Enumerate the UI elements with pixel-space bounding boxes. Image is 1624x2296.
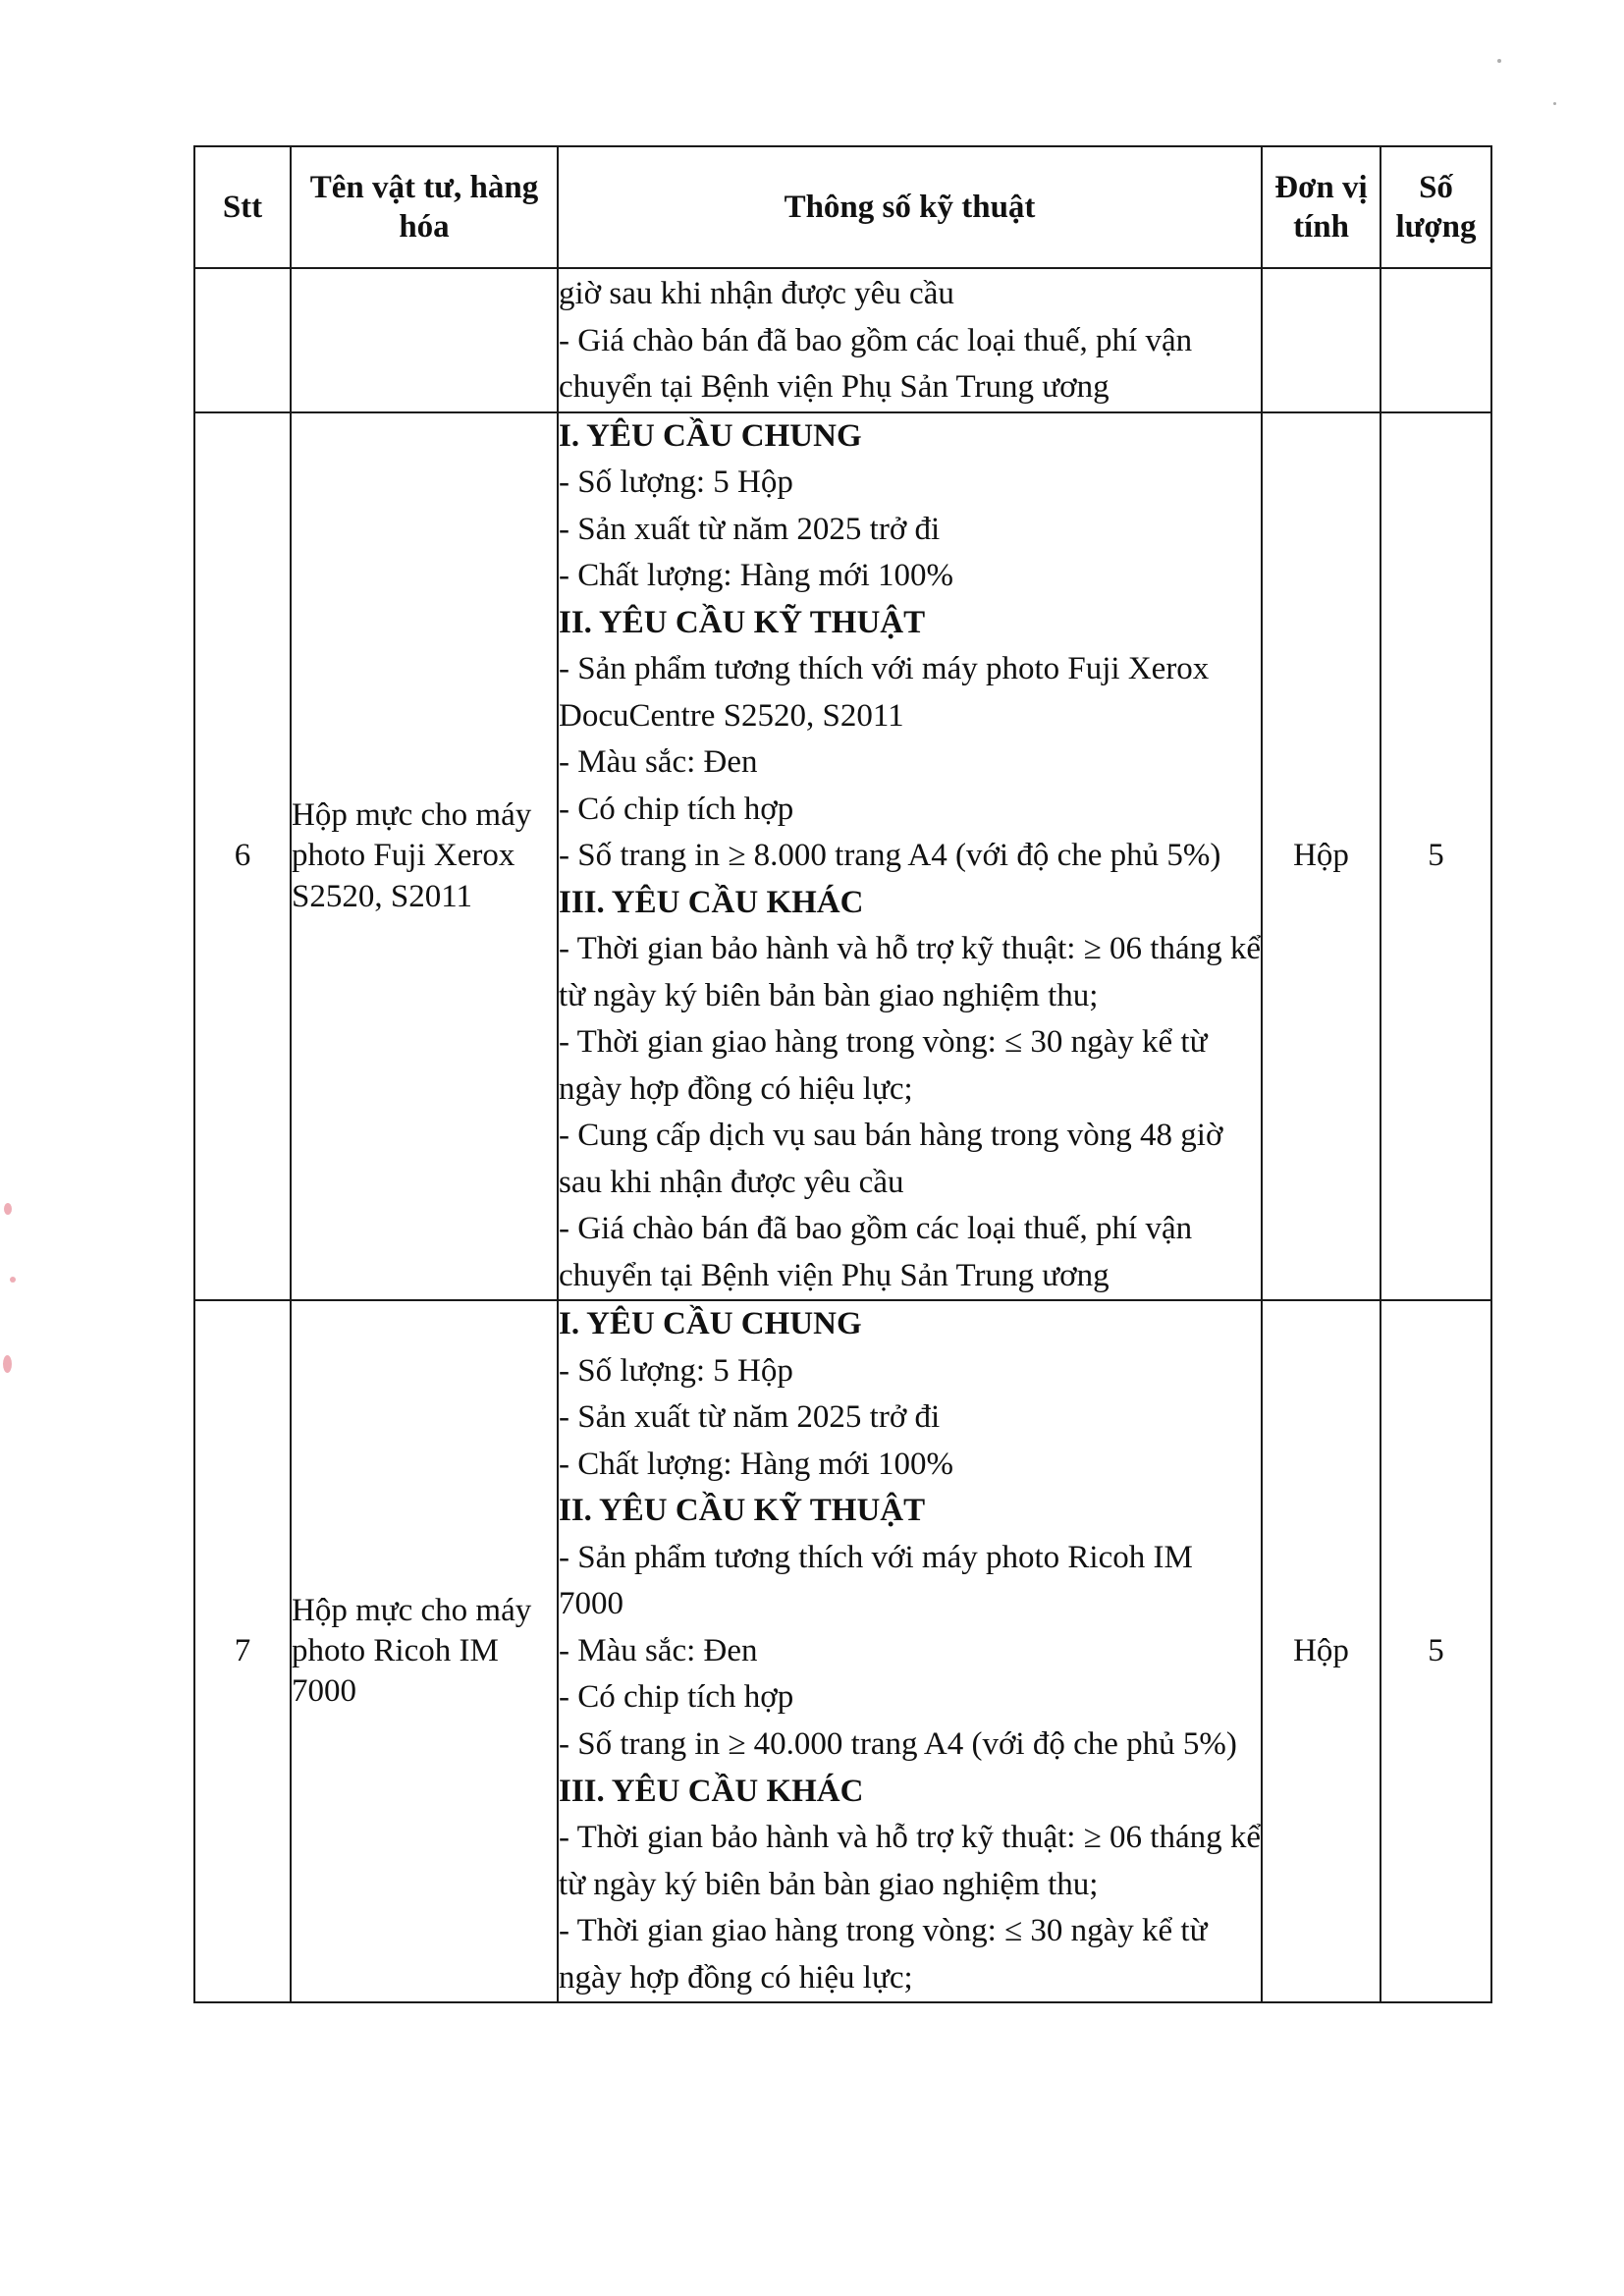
stt-cell: 7 bbox=[194, 1300, 291, 2002]
unit-cell bbox=[1262, 268, 1380, 412]
spec-line: - Số trang in ≥ 8.000 trang A4 (với độ che phủ 5%) bbox=[559, 838, 1221, 874]
spec-line: - Có chip tích hợp bbox=[559, 1679, 794, 1716]
unit-cell: Hộp bbox=[1262, 412, 1380, 1301]
spec-line: - Giá chào bán đã bao gồm các loại thuế, phí vận chuyển tại Bệnh viện Phụ Sản Trung ương bbox=[559, 1211, 1193, 1293]
specification-table bbox=[193, 145, 1492, 2003]
stt-cell bbox=[194, 268, 291, 412]
spec-line: - Sản phẩm tương thích với máy photo Ricoh IM 7000 bbox=[559, 1539, 1193, 1622]
spec-cell bbox=[558, 1300, 1262, 2002]
continuation-spec-cell bbox=[558, 268, 1262, 412]
header-unit: Đơn vị tính bbox=[1262, 146, 1380, 268]
spec-cell bbox=[558, 412, 1262, 1301]
spec-line: giờ sau khi nhận được yêu cầu bbox=[559, 276, 954, 311]
unit-cell: Hộp bbox=[1262, 1300, 1380, 2002]
section-title-general: I. YÊU CẦU CHUNG bbox=[559, 417, 862, 454]
scan-mark bbox=[3, 1355, 12, 1373]
quantity-cell: 5 bbox=[1380, 1300, 1491, 2002]
spec-line: - Cung cấp dịch vụ sau bán hàng trong vòng 48 giờ sau khi nhận được yêu cầu bbox=[559, 1118, 1223, 1200]
table-row bbox=[194, 1300, 1491, 2002]
spec-line: - Thời gian bảo hành và hỗ trợ kỹ thuật: ≥ 06 tháng kể từ ngày ký biên bản bàn giao nghiệm thu; bbox=[559, 931, 1262, 1013]
scan-mark bbox=[1497, 59, 1501, 63]
header-item-name: Tên vật tư, hàng hóa bbox=[291, 146, 558, 268]
spec-line: - Màu sắc: Đen bbox=[559, 744, 758, 781]
table-row bbox=[194, 412, 1491, 1301]
scan-mark bbox=[1553, 102, 1556, 105]
spec-line: - Sản xuất từ năm 2025 trở đi bbox=[559, 511, 941, 547]
spec-line: - Thời gian giao hàng trong vòng: ≤ 30 ngày kể từ ngày hợp đồng có hiệu lực; bbox=[559, 1024, 1208, 1107]
spec-line: - Sản phẩm tương thích với máy photo Fuji Xerox DocuCentre S2520, S2011 bbox=[559, 651, 1210, 734]
spec-line: - Chất lượng: Hàng mới 100% bbox=[559, 1446, 953, 1482]
section-title-technical: II. YÊU CẦU KỸ THUẬT bbox=[559, 604, 926, 640]
quantity-cell: 5 bbox=[1380, 412, 1491, 1301]
continuation-row bbox=[194, 268, 1491, 412]
spec-line: - Số trang in ≥ 40.000 trang A4 (với độ che phủ 5%) bbox=[559, 1725, 1237, 1762]
spec-line: - Có chip tích hợp bbox=[559, 791, 794, 827]
scan-mark bbox=[4, 1203, 12, 1215]
spec-line: - Thời gian giao hàng trong vòng: ≤ 30 ngày kể từ ngày hợp đồng có hiệu lực; bbox=[559, 1913, 1208, 1995]
section-title-other: III. YÊU CẦU KHÁC bbox=[559, 884, 864, 920]
scan-mark bbox=[10, 1277, 16, 1283]
spec-line: - Thời gian bảo hành và hỗ trợ kỹ thuật: ≥ 06 tháng kể từ ngày ký biên bản bàn giao nghiệm thu; bbox=[559, 1820, 1262, 1902]
header-quantity: Số lượng bbox=[1380, 146, 1491, 268]
spec-line: - Giá chào bán đã bao gồm các loại thuế, phí vận chuyển tại Bệnh viện Phụ Sản Trung ương bbox=[559, 322, 1193, 406]
quantity-cell bbox=[1380, 268, 1491, 412]
section-title-general: I. YÊU CẦU CHUNG bbox=[559, 1306, 862, 1342]
table-header-row bbox=[194, 146, 1491, 268]
item-name-cell bbox=[291, 268, 558, 412]
item-name-cell: Hộp mực cho máy photo Ricoh IM 7000 bbox=[291, 1300, 558, 2002]
spec-line: - Số lượng: 5 Hộp bbox=[559, 1352, 793, 1389]
item-name-cell: Hộp mực cho máy photo Fuji Xerox S2520, S2011 bbox=[291, 412, 558, 1301]
section-title-technical: II. YÊU CẦU KỸ THUẬT bbox=[559, 1493, 926, 1529]
spec-line: - Màu sắc: Đen bbox=[559, 1632, 758, 1668]
spec-line: - Số lượng: 5 Hộp bbox=[559, 465, 793, 501]
header-specifications: Thông số kỹ thuật bbox=[558, 146, 1262, 268]
section-title-other: III. YÊU CẦU KHÁC bbox=[559, 1773, 864, 1809]
stt-cell: 6 bbox=[194, 412, 291, 1301]
header-stt: Stt bbox=[194, 146, 291, 268]
spec-line: - Sản xuất từ năm 2025 trở đi bbox=[559, 1399, 941, 1436]
spec-line: - Chất lượng: Hàng mới 100% bbox=[559, 558, 953, 594]
